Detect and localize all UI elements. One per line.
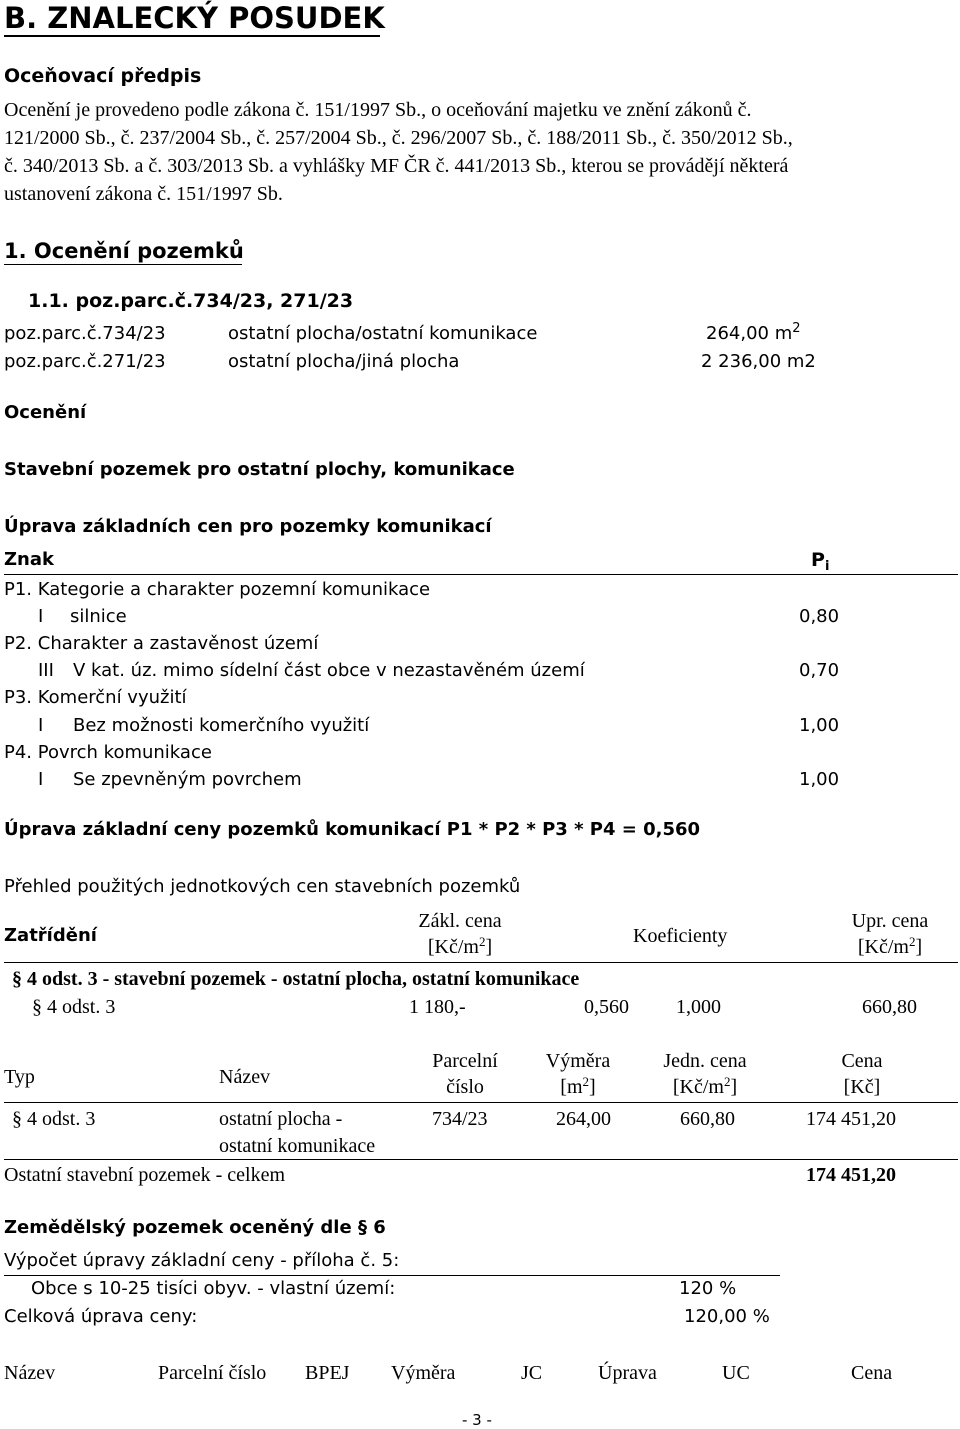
znak-code: I [38,606,44,627]
col-nazev: Název [219,1066,271,1088]
section-title-underline [4,264,242,265]
vypocet-label: Výpočet úpravy základní ceny - příloha č. 5: [4,1250,400,1271]
zemedelsky-title: Zemědělský pozemek oceněný dle § 6 [4,1217,386,1238]
bottom-col-nazev: Název [4,1362,56,1384]
obce-value: 120 % [679,1278,737,1299]
bottom-col-uc: UC [722,1362,750,1384]
bottom-col-vymera: Výměra [391,1362,456,1384]
parcel-area: 2 236,00 m2 [701,351,816,372]
znak-value: 1,00 [799,769,840,790]
uprava-result: Úprava základní ceny pozemků komunikací P1 * P2 * P3 * P4 = 0,560 [4,819,701,840]
section-symbol: § [32,996,42,1018]
section-subtitle: 1.1. poz.parc.č.734/23, 271/23 [28,290,354,312]
znak-text: silnice [70,606,127,627]
predpis-line: ustanovení zákona č. 151/1997 Sb. [4,183,283,205]
section-title: 1. Ocenění pozemků [4,239,244,263]
celkova-value: 120,00 % [684,1306,770,1327]
znak-code: III [38,660,54,681]
typ-total-rule [4,1159,958,1160]
znak-group-header: P3. Komerční využití [4,687,187,708]
znak-text: Bez možnosti komerčního využití [73,715,370,736]
typ-row-nazev: ostatní plocha - [219,1108,343,1130]
prehled-row-zakl: 1 180,- [409,996,466,1018]
prehled-row-upr: 660,80 [862,996,917,1018]
prehled-rule [4,962,958,963]
col-jedn-cena: Jedn. cena $[Kč/m^2]$ [663,1050,747,1098]
znak-table-rule [4,574,958,575]
heading-underline [4,35,380,37]
bottom-col-parcelni: Parcelní číslo [158,1362,267,1384]
predpis-line: č. 340/2013 Sb. a č. 303/2013 Sb. a vyhlášky MF ČR č. 441/2013 Sb., kterou se provádějí některá [4,155,789,177]
section-symbol: § [12,968,22,990]
prehled-row-koef1: 0,560 [584,996,629,1018]
znak-group-header: P4. Povrch komunikace [4,742,212,763]
col-cena: Cena [Kč] [841,1050,883,1098]
bottom-col-cena: Cena [851,1362,893,1384]
stavebni-label: Stavební pozemek pro ostatní plochy, komunikace [4,459,515,480]
typ-table-rule [4,1102,958,1103]
znak-text: V kat. úz. mimo sídelní část obce v nezastavěném území [73,660,585,681]
parcel-type: ostatní plocha/jiná plocha [228,351,460,372]
page-heading: B. ZNALECKÝ POSUDEK [4,1,385,35]
total-label: Ostatní stavební pozemek - celkem [4,1164,286,1186]
znak-header: Znak [4,549,54,570]
col-zatrideni: Zatřídění [4,925,97,946]
typ-row-typ: § 4 odst. 3 [12,1108,96,1130]
prehled-group: § 4 odst. 3 - stavební pozemek - ostatní plocha, ostatní komunikace [12,968,580,990]
section-symbol: § [12,1108,22,1130]
znak-code: I [38,715,44,736]
znak-group-header: P1. Kategorie a charakter pozemní komunikace [4,579,431,600]
prehled-row-zatrideni: § 4 odst. 3 [32,996,116,1018]
col-zakl-cena: Zákl. cena $[Kč/m^2]$ [418,910,502,958]
total-value: 174 451,20 [806,1164,896,1186]
section-symbol: § [357,1217,367,1238]
uprava-title: Úprava základních cen pro pozemky komunikací [4,516,492,537]
col-upr-cena: Upr. cena $[Kč/m^2]$ [851,910,929,958]
parcel-type: ostatní plocha/ostatní komunikace [228,323,538,344]
parcel-number: poz.parc.č.734/23 [4,323,166,344]
prehled-row-koef2: 1,000 [676,996,721,1018]
vypocet-rule [4,1275,780,1276]
typ-row-nazev-cont: ostatní komunikace [219,1135,376,1157]
celkova-label: Celková úprava ceny: [4,1306,198,1327]
bottom-col-bpej: BPEJ [305,1362,350,1384]
znak-value: 0,80 [799,606,840,627]
col-koeficienty: Koeficienty [633,925,728,947]
page-number: - 3 - [462,1411,492,1429]
col-vymera: Výměra $[m^2]$ [545,1050,611,1098]
prehled-title: Přehled použitých jednotkových cen stavebních pozemků [4,876,521,897]
parcel-number: poz.parc.č.271/23 [4,351,166,372]
znak-value: 0,70 [799,660,840,681]
bottom-col-uprava: Úprava [598,1362,657,1384]
predpis-line: 121/2000 Sb., č. 237/2004 Sb., č. 257/2004 Sb., č. 296/2007 Sb., č. 188/2011 Sb., č. 350/2012 Sb., [4,127,793,149]
typ-row-vymera: 264,00 [556,1108,611,1130]
obce-label: Obce s 10-25 tisíci obyv. - vlastní území: [31,1278,396,1299]
typ-row-jedn: 660,80 [680,1108,735,1130]
oceneni-label: Ocenění [4,402,87,423]
znak-code: I [38,769,44,790]
col-typ: Typ [4,1066,35,1088]
typ-row-parcelni: 734/23 [432,1108,488,1130]
znak-group-header: P2. Charakter a zastavěnost území [4,633,319,654]
parcel-area: 264,00 $m^2$ [706,321,801,344]
bottom-col-jc: JC [521,1362,543,1384]
znak-text: Se zpevněným povrchem [73,769,302,790]
znak-value: 1,00 [799,715,840,736]
predpis-line: Ocenění je provedeno podle zákona č. 151/1997 Sb., o oceňování majetku ve znění zákonů č. [4,99,752,121]
pi-header: $P_i$ [811,549,830,574]
typ-row-cena: 174 451,20 [806,1108,896,1130]
predpis-title: Oceňovací předpis [4,65,202,87]
col-parcelni-cislo: Parcelní číslo [432,1050,498,1098]
